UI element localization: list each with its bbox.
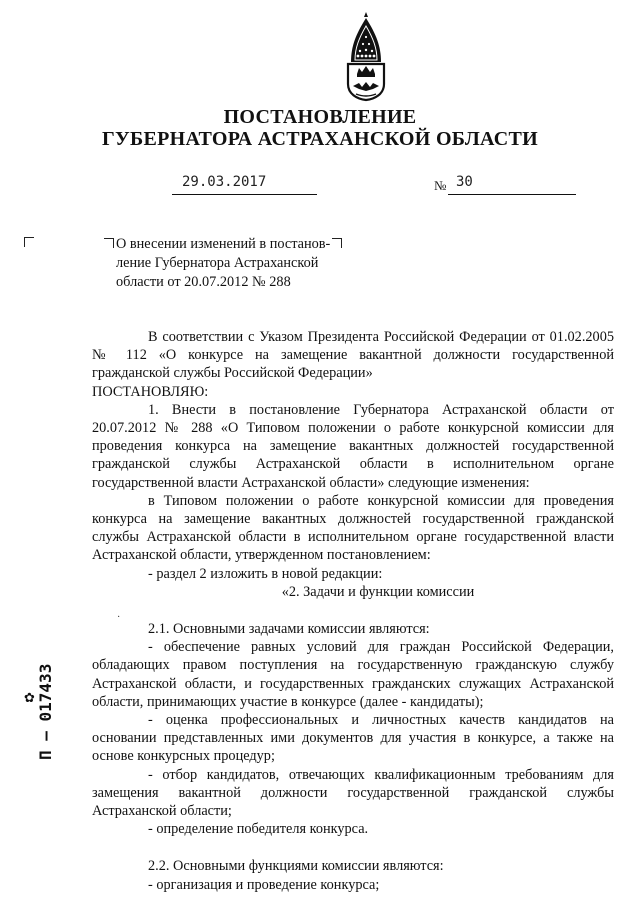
document-subject [116, 235, 340, 292]
item-1-sub-paragraph: в Типовом положении о работе конкурсной комиссии для проведения конкурса на замещение вакантных должностей государственной гражданской службы Астраханской области в исполнительном органе государственной власти Астраханской области, утвержденном постановлением: [92, 492, 614, 564]
section-2-title: «2. Задачи и функции комиссии [281, 583, 475, 600]
task-item: - оценка профессиональных и личностных качеств кандидатов на основании представленных ими документов для участия в конкурсе, а также на основе конкурсных процедур; [92, 712, 614, 765]
preamble-paragraph: В соответствии с Указом Президента Российской Федерации от 01.02.2005 № 112 «О конкурсе на замещение вакантной должности государственной гражданской службы Российской Федерации» [92, 329, 614, 382]
date-field [172, 174, 317, 195]
document-body [92, 328, 614, 894]
coat-of-arms-emblem [342, 10, 390, 102]
number-field [448, 174, 576, 195]
document-number: 30 [456, 174, 473, 190]
paragraph-gap [92, 838, 614, 857]
document-date: 29.03.2017 [182, 174, 267, 190]
stray-mark: · [117, 612, 121, 623]
document-title: ПОСТАНОВЛЕНИЕ [223, 106, 417, 128]
flower-mark-icon: ✿ [24, 691, 35, 706]
task-item: - отбор кандидатов, отвечающих квалификационным требованиям для замещения вакантной должности государственной гражданской службы Астраханской области; [92, 766, 614, 820]
number-label: № [434, 178, 447, 193]
subject-line: ление Губернатора Астраханской [116, 255, 319, 271]
task-item: - обеспечение равных условий для граждан Российской Федерации, обладающих правом поступления на государственную гражданскую службу Астраханской области, и государственных гражданских служащих Астраханской области, принимающих участие в конкурсе (далее - кандидаты); [92, 639, 614, 710]
resolve-heading: ПОСТАНОВЛЯЮ: [92, 383, 209, 400]
function-item: - организация и проведение конкурса; [148, 876, 380, 893]
subject-line: области от 20.07.2012 № 288 [116, 274, 291, 290]
corner-mark-left [24, 237, 34, 247]
section-2-1-heading: 2.1. Основными задачами комиссии являются: [148, 621, 430, 638]
corner-mark-middle [104, 238, 114, 248]
item-1-paragraph: 1. Внести в постановление Губернатора Астраханской области от 20.07.2012 № 288 «О Типовом положении о работе конкурсной комиссии для проведения конкурса на замещение вакантных должностей государственной гражданской службы Астраханской области в исполнительном органе государственной власти Астраханской области» следующие изменения: [92, 401, 614, 491]
paragraph-gap [92, 601, 614, 620]
document-issuer: ГУБЕРНАТОРА АСТРАХАНСКОЙ ОБЛАСТИ [101, 128, 539, 150]
section-2-2-heading: 2.2. Основными функциями комиссии являются: [148, 858, 444, 875]
subject-line: О внесении изменений в постанов- [116, 236, 331, 252]
change-1-paragraph: - раздел 2 изложить в новой редакции: [148, 565, 383, 582]
task-item: - определение победителя конкурса. [148, 821, 369, 838]
serial-number-stamp: П – 017433 [36, 663, 55, 760]
